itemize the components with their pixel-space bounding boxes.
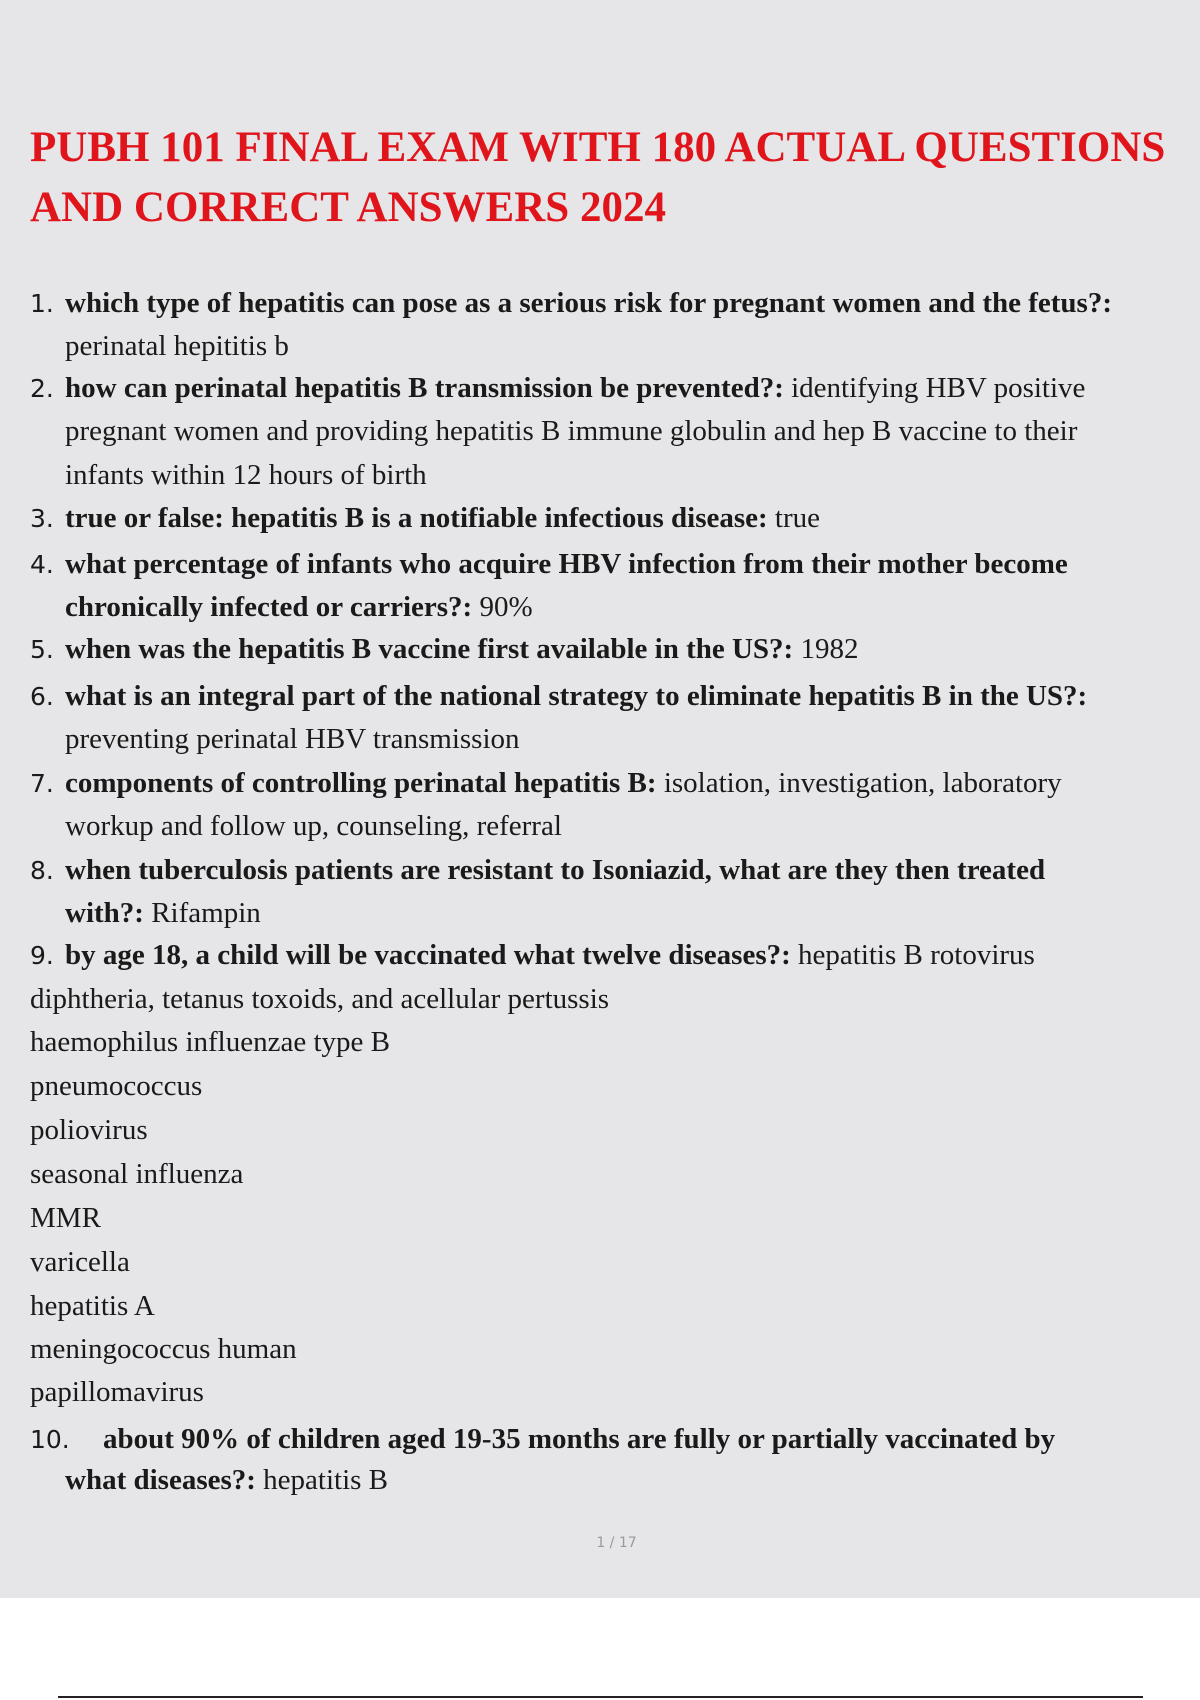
- question-text: chronically infected or carriers?:: [65, 591, 473, 623]
- list-item: poliovirus: [30, 1114, 148, 1146]
- answer-text: hepatitis B rotovirus: [798, 939, 1035, 971]
- question-number: 2.: [30, 374, 54, 403]
- title-line-1: PUBH 101 FINAL EXAM WITH 180 ACTUAL QUESTIONS: [30, 124, 1166, 171]
- answer-text: preventing perinatal HBV transmission: [65, 723, 520, 755]
- list-item: meningococcus human: [30, 1333, 297, 1365]
- answer-text: isolation, investigation, laboratory: [663, 767, 1062, 799]
- page-indicator: 1 / 17: [596, 1535, 637, 1551]
- answer-text: identifying HBV positive: [791, 372, 1086, 404]
- answer-text: pregnant women and providing hepatitis B immune globulin and hep B vaccine to their: [65, 415, 1078, 447]
- question-text: what is an integral part of the national strategy to eliminate hepatitis B in the US?:: [65, 680, 1088, 712]
- list-item: papillomavirus: [30, 1376, 204, 1408]
- question-text: when tuberculosis patients are resistant to Isoniazid, what are they then treated: [65, 854, 1046, 886]
- answer-text: true: [774, 502, 821, 534]
- answer-text: infants within 12 hours of birth: [65, 459, 427, 491]
- question-text: how can perinatal hepatitis B transmission be prevented?:: [65, 372, 784, 404]
- question-text: what diseases?:: [65, 1464, 256, 1496]
- page-title: [30, 118, 1200, 238]
- list-item: seasonal influenza: [30, 1158, 244, 1190]
- question-text: components of controlling perinatal hepatitis B:: [65, 767, 657, 799]
- title-line-2: AND CORRECT ANSWERS 2024: [30, 184, 666, 231]
- question-text: when was the hepatitis B vaccine first available in the US?:: [65, 633, 794, 665]
- list-item: haemophilus influenzae type B: [30, 1026, 390, 1058]
- question-text: about 90% of children aged 19-35 months are fully or partially vaccinated by: [103, 1423, 1056, 1455]
- question-text: which type of hepatitis can pose as a serious risk for pregnant women and the fetus?:: [65, 287, 1112, 319]
- question-number: 10.: [30, 1425, 70, 1454]
- list-item: varicella: [30, 1246, 130, 1278]
- answer-text: perinatal hepititis b: [65, 330, 289, 362]
- question-text: with?:: [65, 897, 144, 929]
- answer-text: Rifampin: [151, 897, 261, 929]
- question-number: 4.: [30, 550, 54, 579]
- page-divider: [58, 1696, 1143, 1698]
- question-number: 5.: [30, 635, 54, 664]
- list-item: MMR: [30, 1202, 101, 1234]
- answer-text: hepatitis B: [263, 1464, 389, 1496]
- question-number: 7.: [30, 769, 54, 798]
- question-text: true or false: hepatitis B is a notifiable infectious disease:: [65, 502, 768, 534]
- question-number: 3.: [30, 504, 54, 533]
- question-number: 9.: [30, 941, 54, 970]
- list-item: hepatitis A: [30, 1290, 155, 1322]
- question-number: 8.: [30, 856, 54, 885]
- question-number: 6.: [30, 682, 54, 711]
- question-text: what percentage of infants who acquire HBV infection from their mother become: [65, 548, 1068, 580]
- answer-text: 1982: [800, 633, 859, 665]
- list-item: pneumococcus: [30, 1070, 203, 1102]
- answer-text: workup and follow up, counseling, referral: [65, 810, 562, 842]
- list-item: diphtheria, tetanus toxoids, and acellular pertussis: [30, 983, 610, 1015]
- answer-text: 90%: [479, 591, 533, 623]
- question-number: 1.: [30, 289, 54, 318]
- question-text: by age 18, a child will be vaccinated what twelve diseases?:: [65, 939, 791, 971]
